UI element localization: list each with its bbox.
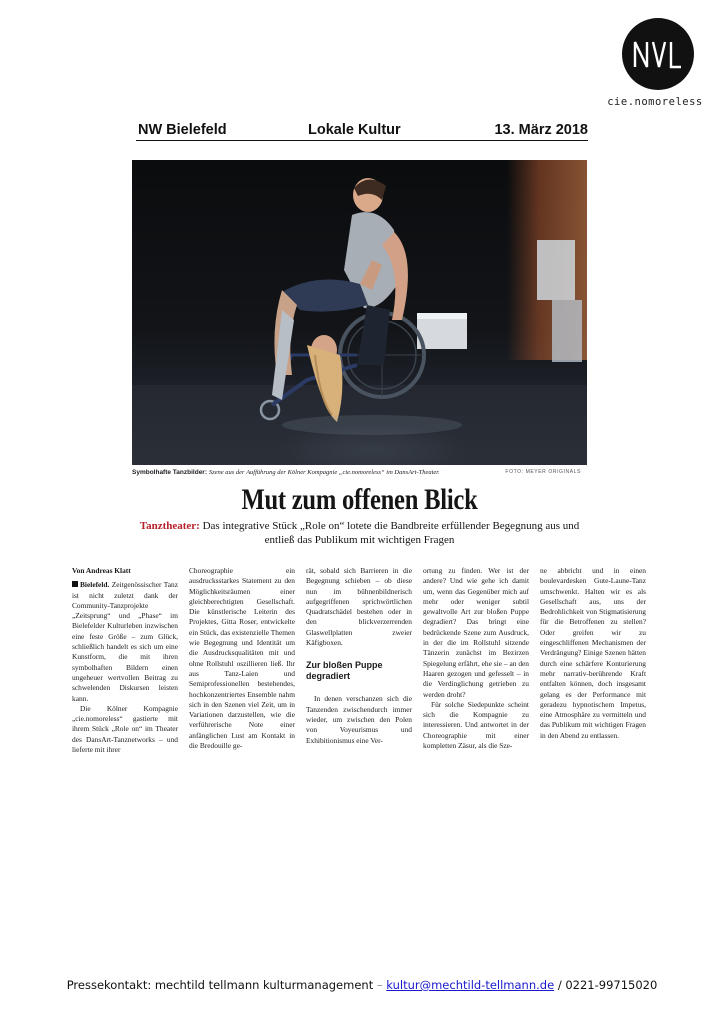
publication-date: 13. März 2018 <box>494 122 588 138</box>
article-photo <box>132 160 587 465</box>
footer-phone: / 0221-99715020 <box>554 978 658 992</box>
publication-name: NW Bielefeld <box>138 122 227 138</box>
article-subhead: Zur bloßen Puppe degradiert <box>306 660 383 682</box>
dance-scene-illustration <box>132 160 587 465</box>
deck-kicker: Tanztheater: <box>139 520 200 532</box>
column-3-paragraph-2: In denen verschanzen sich die Tanzenden zwischendurch immer wieder, um zwischen den Polen von Voyeurismus und Exhibitionismus eine Ver- <box>306 694 412 745</box>
footer-separator: – <box>373 978 387 992</box>
deck-text: Das integrative Stück „Role on“ lotete die Bandbreite erfüllender Begegnung aus und entließ das Publikum mit wichtigen Fragen <box>202 520 580 546</box>
section-name: Lokale Kultur <box>308 122 401 138</box>
photo-caption <box>132 469 587 481</box>
nvl-logo-mark-icon <box>633 39 683 69</box>
column-1-paragraph-1 <box>72 580 178 704</box>
column-5-paragraph-1: ne abbricht und in einen boulevardesken Gute-Laune-Tanz umschwenkt. Halten wir es als Gesellschaft aus, uns der Bedrohlichkeit von Stigmatisierung für die Betroffenen zu stellen? Oder greifen wir zu eingeschliffenen Mechanismen der Verdrängung? Einige Szenen hätten durch eine schärfere Konturierung mehr narrativ-berührende Kraft entfalten können, doch insgesamt gelang es der Performance mit geradezu hypnotischem Impetus, eine Atmosphäre zu vermitteln und das Publikum mit wichtigen Fragen in den Abend zu entlassen. <box>540 566 646 740</box>
contact-email-link[interactable]: kultur@mechtild-tellmann.de <box>386 978 555 992</box>
article-headline: Mut zum offenen Blick <box>241 483 478 516</box>
article-column-5 <box>540 566 646 741</box>
article-column-4 <box>423 566 529 751</box>
column-1-paragraph-2: Die Kölner Kompagnie „cie.nomoreless“ gastierte mit ihrem Stück „Role on“ im Theater des DansArt-Tanznetworks – und lieferte mit ihrer <box>72 703 178 755</box>
article-byline: Von Andreas Klatt <box>72 566 131 575</box>
dateline: Bielefeld. <box>80 580 110 590</box>
logo-caption: cie.nomoreless <box>607 96 703 108</box>
brand-logo <box>622 18 694 90</box>
column-3-paragraph-1: rät, sobald sich Barrieren in die Begegnung schieben – ob diese nun im bühnenbildnerisch aufgegriffenen sprichwörtlichen Quadratschädel bestehen oder in den blickverzerrenden Glaswellplatten zweier Käfigboxen. <box>306 566 412 648</box>
column-2-paragraph-1: Choreographie ein ausdrucksstarkes Statement zu den Möglichkeitsräumen einer gleichberechtigten Gesellschaft. Die künstlerische Leiterin des Projektes, Gitta Roser, entwickelte ein Stück, das existenzielle Themen wie Begegnung und Identität um die Ausdrucksqualitäten mit und ohne Rollstuhl oszillieren ließ. Ihr aus Tanz-Laien und Semiprofessionellen bestehendes, hochkonzentriertes Ensemble nahm sich in den Szenen viel Zeit, um in Variationen darzustellen, wie die verführerische Note einer anfänglichen Lust am Kontakt in die Bredouille ge- <box>189 566 295 751</box>
press-contact-footer <box>0 978 724 992</box>
footer-contact-text: Pressekontakt: mechtild tellmann kulturmanagement <box>66 978 374 992</box>
dateline-square-icon <box>72 581 78 587</box>
article-deck <box>132 519 587 547</box>
column-4-paragraph-1: ortung zu finden. Wer ist der andere? Und wie gehe ich damit um, wenn das Gegenüber mich auf mehr oder weniger subtil gewaltvolle Art zur bloßen Puppe degradiert? Das bringt eine bedrückende Szene zum Ausdruck, in der die im Rollstuhl sitzende Tänzerin zunächst im Bezirzen Spiegelung erfährt, ehe sie – an den Haaren gezogen und gefesselt – in die Verdinglichung getrieben zu werden droht? <box>423 566 529 699</box>
caption-label: Symbolhafte Tanzbilder: <box>132 469 207 476</box>
column-4-paragraph-2: Für solche Siedepunkte scheint sich die Kompagnie zu interessieren. Und antwortet in der Choreographie mit einer kompletten Zäsur, als die Sze- <box>423 699 529 751</box>
article-column-2 <box>189 566 295 751</box>
article-column-1 <box>72 566 178 755</box>
clipping-header <box>136 122 588 141</box>
caption-text: Szene aus der Aufführung der Kölner Kompagnie „cie.nomoreless“ im DansArt-Theater. <box>208 469 440 476</box>
article-column-3 <box>306 566 412 746</box>
column-1-lead-text: Zeitgenössischer Tanz ist nicht zuletzt dank der Community-Tanzprojekte „Zeitsprung“ und „Phase“ im Bielefelder Kulturleben inzwischen eine feste Größe – zum Glück, schließlich handelt es sich um eine Kunstform, die mit ihren symbolhaften Bildern einen ungeheuer wertvollen Beitrag zu schwelenden Diskursen leisten kann. <box>72 580 178 703</box>
photo-credit: FOTO: MEYER ORIGINALS <box>505 469 581 475</box>
